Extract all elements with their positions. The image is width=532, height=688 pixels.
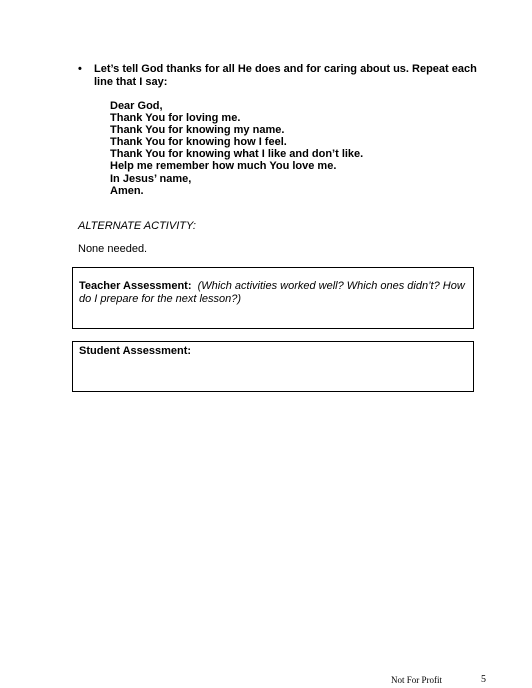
student-assessment-label: Student Assessment:: [79, 345, 192, 357]
page-number: 5: [481, 674, 486, 685]
prayer-line: Thank You for knowing how I feel.: [110, 136, 287, 149]
teacher-assessment-box[interactable]: [72, 267, 474, 329]
prayer-line: Amen.: [110, 184, 144, 197]
alternate-activity-text: None needed.: [78, 243, 148, 255]
instruction-text: Let’s tell God thanks for all He does and for caring about us. Repeat each line that I say:: [94, 63, 477, 88]
teacher-assessment-label: Teacher Assessment:: [79, 280, 192, 292]
prayer-line: Dear God,: [110, 100, 163, 112]
prayer-line: Help me remember how much You love me.: [110, 160, 337, 173]
prayer-line: Thank You for knowing my name.: [110, 124, 285, 137]
student-assessment-box[interactable]: [72, 341, 474, 392]
prayer-line: Thank You for loving me.: [110, 112, 241, 125]
alternate-activity-heading: ALTERNATE ACTIVITY:: [78, 220, 196, 232]
prayer-line: Thank You for knowing what I like and don’t like.: [110, 148, 364, 161]
teacher-assessment-text: [79, 280, 467, 306]
teacher-assessment-note: (Which activities worked well? Which ones didn’t? How do I prepare for the next lesson?): [79, 280, 465, 305]
bullet-icon: •: [78, 63, 82, 75]
instruction-item: [78, 63, 488, 89]
prayer-block: [110, 100, 363, 197]
prayer-line: In Jesus’ name,: [110, 172, 192, 185]
footer-text: Not For Profit: [391, 675, 443, 685]
